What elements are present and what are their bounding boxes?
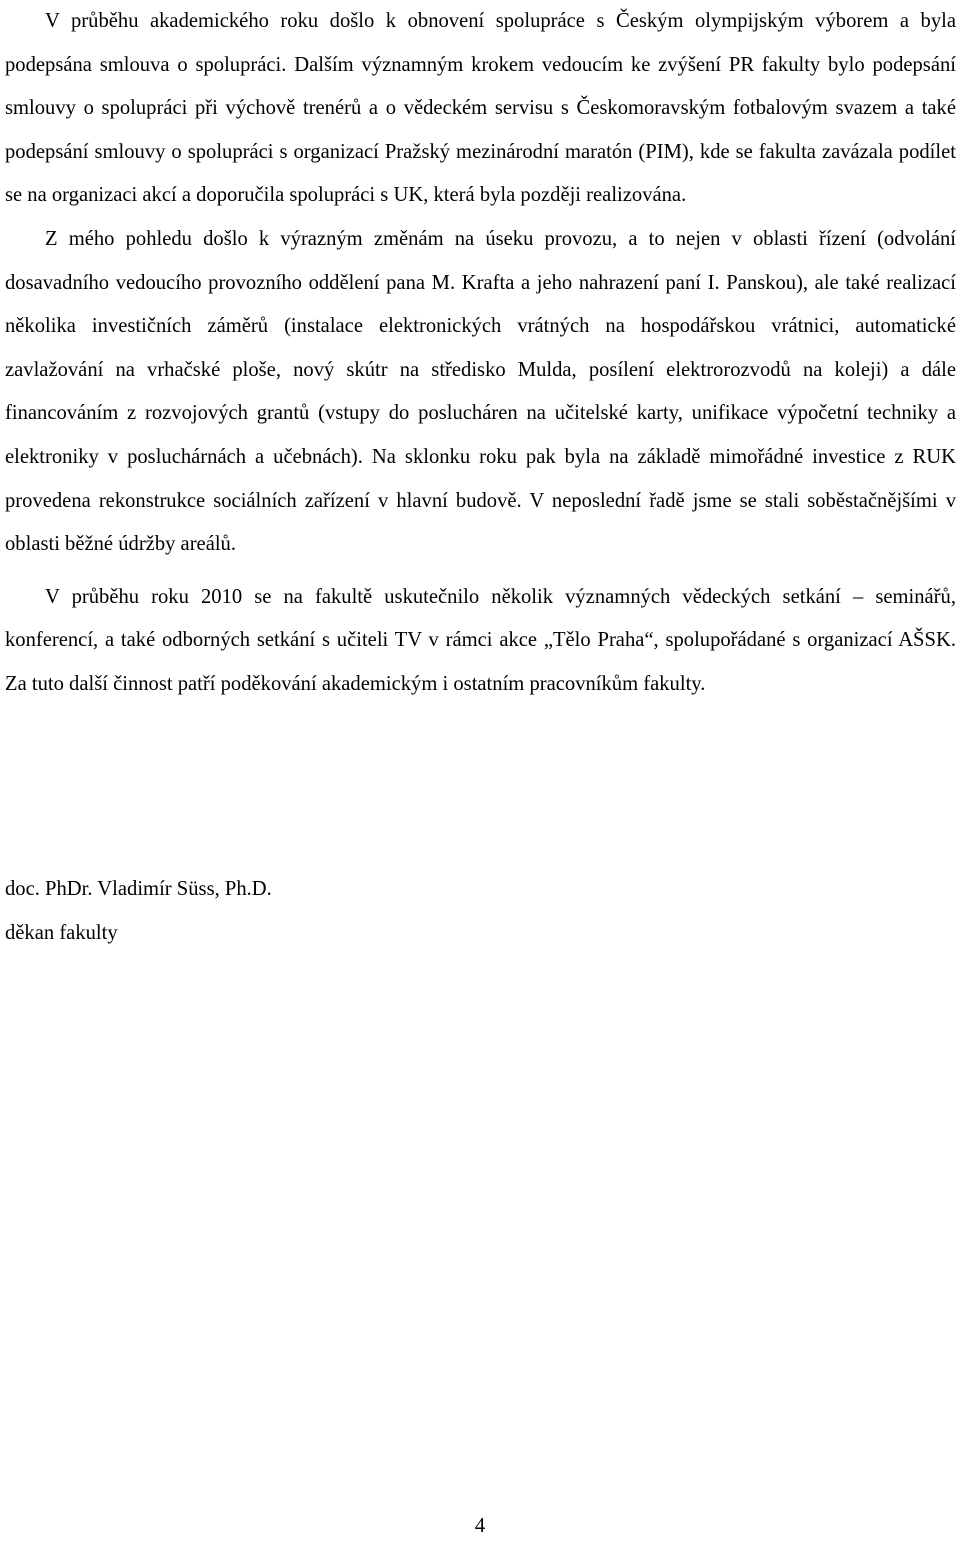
paragraph-operations: Z mého pohledu došlo k výrazným změnám na úseku provozu, a to nejen v oblasti řízení (odvolání dosavadního vedoucího provozního oddělení pana M. Krafta a jeho nahrazení paní I. Panskou), ale také realizací několika investičních záměrů (instalace elektronických vrátných na hospodářskou vrátnici, automatické zavlažování na vrhačské ploše, nový skútr na středisko Mulda, posílení elektrorozvodů na koleji) a dále financováním z rozvojových grantů (vstupy do poslucháren na učitelské karty, unifikace výpočetní techniky a elektroniky v posluchárnách a učebnách). Na sklonku roku pak byla na základě mimořádné investice z RUK provedena rekonstrukce sociálních zařízení v hlavní budově. V neposlední řadě jsme se stali soběstačnějšími v oblasti běžné údržby areálů. <box>5 227 956 556</box>
signature-name: doc. PhDr. Vladimír Süss, Ph.D. <box>5 878 272 900</box>
paragraph-cooperation: V průběhu akademického roku došlo k obnovení spolupráce s Českým olympijským výborem a byla podepsána smlouva o spolupráci. Dalším významným krokem vedoucím ke zvýšení PR fakulty bylo podepsání smlouvy o spolupráci při výchově trenérů a o vědeckém servisu s Českomoravským fotbalovým svazem a také podepsání smlouvy o spolupráci s organizací Pražský mezinárodní maratón (PIM), kde se fakulta zavázala podílet se na organizaci akcí a doporučila spolupráci s UK, která byla později realizována. <box>5 10 956 207</box>
paragraph-events: V průběhu roku 2010 se na fakultě uskutečnilo několik významných vědeckých setkání – seminářů, konferencí, a také odborných setkání s učiteli TV v rámci akce „Tělo Praha“, spolupořádané s organizací AŠSK. Za tuto další činnost patří poděkování akademickým i ostatním pracovníkům fakulty. <box>5 585 956 695</box>
signature-title: děkan fakulty <box>5 921 118 944</box>
signature-block <box>5 868 272 955</box>
document-body <box>5 0 956 707</box>
page-number: 4 <box>474 1515 486 1537</box>
